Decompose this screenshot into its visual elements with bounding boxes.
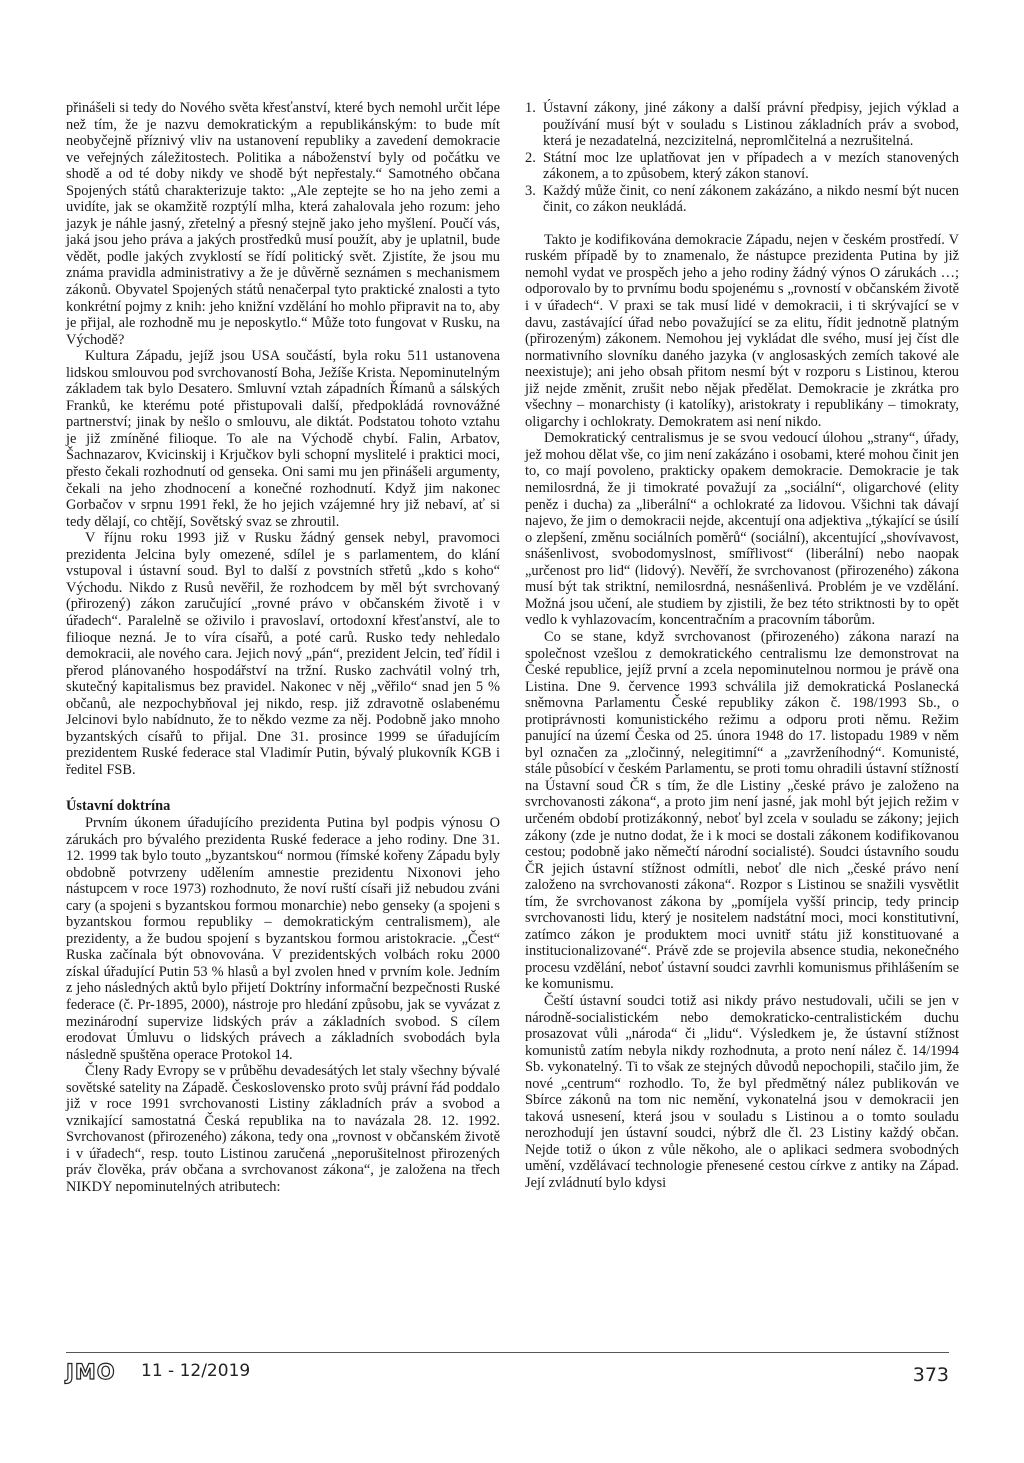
principles-list — [525, 100, 959, 216]
body-paragraph: Kultura Západu, jejíž jsou USA součástí, byla roku 511 ustanovena lidskou smlouvou pod svrchovaností Boha, Ježíše Krista. Nepominutelným základem tak bylo Desatero. Smluvní vztah západních Římanů a sálských Franků, ke kterému poté přistupovali další, předpokládá rovnovážné partnerství; jinak by nešlo o smlouvu, ale diktát. Podstatou tohoto vztahu je již zmíněné filioque. To ale na Východě chybí. Falin, Arbatov, Šachnazarov, Kvicinskij i Krjučkov byli schopní myslitelé i praktici moci, přesto čekali rozhodnutí od genseka. Oni sami mu jen přinášeli argumenty, čekali na jeho zhodnocení a konečné rozhodnutí. Když jim nakonec Gorbačov v srpnu 1991 řekl, že ho jejich vzájemné hry již nebaví, ať si tedy dělají, co chtějí, Sovětský svaz se zhroutil. — [66, 348, 500, 530]
body-paragraph: Členy Rady Evropy se v průběhu devadesátých let staly všechny bývalé sovětské satelity na Západě. Československo proto svůj právní řád poddalo již v roce 1991 svrchovanosti Listiny základních práv a svobod a vznikající samostatná Česká republika na to navázala 28. 12. 1992. Svrchovanost (přirozeného) zákona, tedy ona „rovnost v občanském životě i v úřadech“, resp. touto Listinou zaručená „neporušitelnost přirozených práv člověka, práv občana a svrchovanost zákona“, je založena na třech NIKDY nepominutelných atributech: — [66, 1063, 500, 1195]
journal-logo: JMO — [66, 1360, 116, 1384]
list-item-text: Každý může činit, co není zákonem zakázáno, a nikdo nesmí být nucen činit, co zákon neukládá. — [543, 182, 959, 216]
left-column — [66, 100, 500, 1196]
list-item-number: 3. — [525, 182, 536, 199]
issue-number: 11 - 12/2019 — [141, 1361, 251, 1381]
section-heading: Ústavní doktrína — [66, 798, 171, 815]
list-item — [525, 183, 959, 216]
spacer — [525, 216, 959, 232]
list-item-number: 2. — [525, 149, 536, 166]
body-paragraph: Co se stane, když svrchovanost (přirozeného) zákona narazí na společnost vzešlou z demokratického centralismu lze demonstrovat na České republice, jejíž první a zcela nepominutelnou normou je právě ona Listina. Dne 9. července 1993 schválila již demokratická Poslanecká sněmovna Parlamentu České republiky zákon č. 198/1993 Sb., o protiprávnosti komunistického režimu a odporu proti němu. Režim panující na území Česka od 25. února 1948 do 17. listopadu 1989 v něm byl označen za „zločinný, nelegitimní“ a „zavrženíhodný“. Komunisté, stále působící v českém Parlamentu, se proti tomu ohradili ústavní stížností na Ústavní soud ČR s tím, že dle Listiny „české právo je založeno na svrchovanosti zákona“, a proto jim není jasné, jak mohl být jejich režim v určeném období protizákonný, neboť byl zcela v souladu se zákony; jejich zákony (zde je nutno dodat, že i k moci se dostali zákonem kodifikovanou cestou; podobně jako němečtí národní socialisté). Soudci ústavního soudu ČR jejich ústavní stížnost odmítli, neboť dle nich „české právo není založeno na svrchovanosti zákona“. Rozpor s Listinou se snažili vysvětlit tím, že svrchovanost zákona by „pomíjela vyšší princip, tedy princip svrchovanosti lidu, který je nositelem nadstátní moci, moci konstitutivní, zatímco zákon je produktem moci uvnitř státu již konstituované a institucionalizované“. Právě zde se projevila absence studia, nekonečného procesu vzdělání, neboť ústavní soudci zavrhli komunismus přihlášením se ke komunismu. — [525, 628, 959, 993]
list-item — [525, 150, 959, 183]
body-paragraph: V říjnu roku 1993 již v Rusku žádný gensek nebyl, pravomoci prezidenta Jelcina byly omezené, sdílel je s parlamentem, do klání vstupoval i ústavní soud. Byl to další z povstních střetů „kdo s koho“ Východu. Nikdo z Rusů nevěřil, že rozhodcem by měl být svrchovaný (přirozený) zákon zaručující „rovné právo v občanském životě i v úřadech“. Paralelně se oživilo i pravoslaví, ortodoxní křesťanství, ale to filioque nezná. Je to víra císařů, a poté carů. Rusko tedy nehledalo demokracii, ale nového cara. Jejich nový „pán“, prezident Jelcin, teď řídil i přerod plánovaného hospodářství na tržní. Rusko zachvátil volný trh, skutečný kapitalismus bez pravidel. Nakonec v něj „věřilo“ snad jen 5 % občanů, ale nezpochybňoval jej nikdo, resp. již zdravotně oslabenému Jelcinovi bylo nabídnuto, že to někdo vezme za něj. Podobně jako mnoho byzantských císařů to přijal. Dne 31. prosince 1999 se úřadujícím prezidentem Ruské federace stal Vladimír Putin, bývalý plukovník KGB i ředitel FSB. — [66, 530, 500, 778]
page-number: 373 — [912, 1364, 949, 1386]
list-item-text: Státní moc lze uplatňovat jen v případech a v mezích stanovených zákonem, a to způsobem, který zákon stanoví. — [543, 149, 959, 183]
body-paragraph: přinášeli si tedy do Nového světa křesťanství, které bych nemohl určit lépe než tím, že je nazvu demokratickým a republikánským: to bude mít neobyčejně příznivý vliv na ustanovení republiky a zavedení demokracie ve veřejných záležitostech. Politika a náboženství byly od počátku ve shodě a od té doby nikdy ve shodě být nepřestaly.“ Samotného občana Spojených států charakterizuje takto: „Ale zeptejte se ho na jeho zemi a uvidíte, jak se okamžitě rozptýlí mlha, která zahalovala jeho rozum: jeho jazyk je náhle jasný, zřetelný a přesný stejně jako jeho myšlení. Poučí vás, jaká jsou jeho práva a jakých prostředků musí použít, aby je uplatnil, bude vědět, podle jakých zvyklostí se řídí politický svět. Zjistíte, že jsou mu známa pravidla administrativy a že je důvěrně seznámen s mechanismem zákonů. Obyvatel Spojených států nenačerpal tyto praktické znalosti a tyto konkrétní pojmy z knih: jeho knižní vzdělání ho mohlo připravit na to, aby je přijal, ale rozhodně mu je neposkytlo.“ Může toto fungovat v Rusku, na Východě? — [66, 100, 500, 348]
body-paragraph: Demokratický centralismus je se svou vedoucí úlohou „strany“, úřady, jež mohou dělat vše, co jim není zakázáno i osobami, které mohou činit jen to, co mají povoleno, prakticky opakem demokracie. Demokracie je tak nemilosrdná, že ji timokraté považují za „sociální“, oligarchové (elity peněz i ducha) za „liberální“ a ochlokraté za lidovou. Všichni tak dávají najevo, že jim o demokracii nejde, akcentují ona adjektiva „týkající se úsilí o zlepšení, změnu sociálních poměrů“ (sociální), akcentující „shovívavost, snášenlivost, svobodomyslnost, smířlivost“ (liberální) nebo naopak „určenost pro lid“ (lidový). Nevěří, že svrchovanost (přirozeného) zákona musí být tak striktní, nemilosrdná, nesnášenlivá. Problém je ve vzdělání. Možná jsou učení, ale studiem by zjistili, že bez této striktnosti by to opět vedlo k vyhlazovacím, koncentračním a pracovním táborům. — [525, 430, 959, 629]
body-paragraph: Čeští ústavní soudci totiž asi nikdy právo nestudovali, učili se jen v národně-socialistickém nebo demokraticko-centralistickém duchu prosazovat vůli „národa“ či „lidu“. Výsledkem je, že ústavní stížnost komunistů zatím nebyla nikdy rozhodnuta, a proto není nález č. 14/1994 Sb. vykonatelný. Ti to však ze stejných důvodů nepochopili, stačilo jim, že nové „centrum“ rozhodlo. To, že byl předmětný nález publikován ve Sbírce zákonů na tom nic nemění, vykonatelná jsou v demokracii jen taková usnesení, která jsou v souladu s Listinou a o tomto souladu nerozhodují jen ústavní soudci, nýbrž dle čl. 23 Listiny každý občan. Nejde totiž o úkon z vůle někoho, ale o aplikaci sedmera svobodných umění, vzdělávací technologie přenesené cestou církve z antiky na Západ. Její zvládnutí bylo kdysi — [525, 992, 959, 1191]
list-item — [525, 100, 959, 150]
right-column — [525, 100, 959, 1192]
list-item-text: Ústavní zákony, jiné zákony a další právní předpisy, jejich výklad a používání musí být v souladu s Listinou základních práv a svobod, která je nezadatelná, nezcizitelná, nepromlčitelná a nezrušitelná. — [543, 100, 959, 150]
list-item-number: 1. — [525, 100, 536, 116]
body-paragraph: Takto je kodifikována demokracie Západu, nejen v českém prostředí. V ruském případě by to znamenalo, že nástupce prezidenta Putina by již nemohl vydat ve prospěch jeho a jeho rodiny žádný výnos O zárukách …; odporovalo by to prvnímu bodu spojenému s „rovností v občanském životě i v úřadech“. V praxi se tak musí lidé v demokracii, i ti skrývající se v davu, zastávající úřad nebo považující se za elitu, řídit jednotně platným (přirozeným) zákonem. Nemohou jej vykládat dle svého, musí jej číst dle normativního slovníku daného jazyka (v anglosaských zemích takové ale neexistuje); ani jeho obsah přitom nesmí být v rozporu s Listinou, kterou již nejde změnit, zrušit nebo nějak předělat. Demokracie je zkrátka pro všechny – monarchisty (i katolíky), aristokraty i republikány – timokraty, oligarchy i ochlokraty. Demokratem asi není nikdo. — [525, 231, 959, 430]
body-paragraph: Prvním úkonem úřadujícího prezidenta Putina byl podpis výnosu O zárukách pro bývalého prezidenta Ruské federace a jeho rodiny. Dne 31. 12. 1999 tak bylo touto „byzantskou“ normou (římské kořeny Západu byly obdobně potvrzeny udělením amnestie prezidentu Nixonovi jeho nástupcem v roce 1973) rozhodnuto, že noví ruští císaři již nebudou zváni cary (a spojeni s byzantskou formou monarchie) nebo genseky (a spojeni s byzantskou formou republiky – demokratickým centralismem), ale prezidenty, a že budou spojení s byzantskou formou aristokracie. „Čest“ Ruska začínala být obnovována. V prezidentských volbách roku 2000 získal úřadující Putin 53 % hlasů a byl zvolen hned v prvním kole. Jedním z jeho následných aktů bylo přijetí Doktríny informační bezpečnosti Ruské federace (č. Pr-1895, 2000), nástroje pro hledání způsobu, jak se vyvázat z mezinárodní supervize lidských práv a základních svobod. S cílem erodovat Úmluvu o lidských právech a základních svobodách byla následně spuštěna operace Protokol 14. — [66, 814, 500, 1063]
footer-divider — [66, 1352, 949, 1353]
page-footer — [66, 1360, 949, 1390]
